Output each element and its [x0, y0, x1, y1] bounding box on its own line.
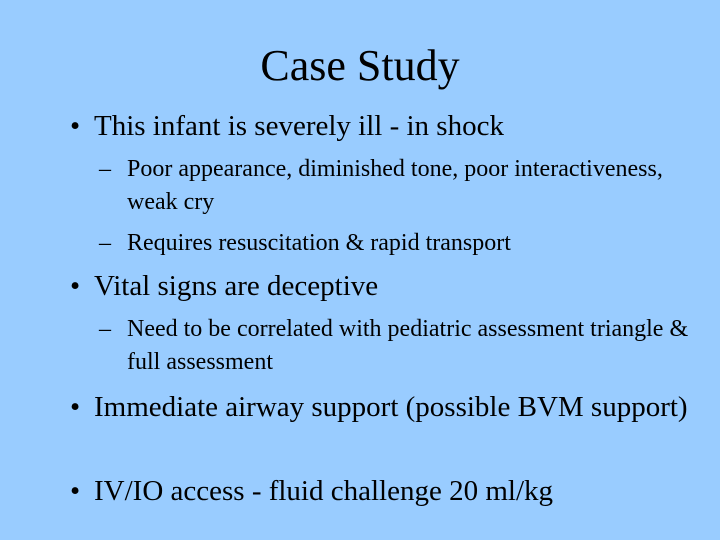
- bullet-marker: •: [70, 110, 81, 142]
- sub-bullet-marker: –: [99, 316, 111, 342]
- sub-bullet-marker: –: [99, 156, 111, 182]
- bullet-marker: •: [70, 270, 81, 302]
- sub-bullet-item: [99, 313, 697, 379]
- bullet-text: Immediate airway support (possible BVM support): [94, 391, 688, 423]
- bullet-text: IV/IO access - fluid challenge 20 ml/kg: [94, 475, 554, 507]
- bullet-text: This infant is severely ill - in shock: [94, 110, 504, 142]
- bullet-item: [70, 108, 694, 144]
- bullet-item: [70, 389, 694, 425]
- bullet-marker: •: [70, 475, 81, 507]
- sub-bullet-text: Requires resuscitation & rapid transport: [127, 230, 511, 256]
- sub-bullet-text: Poor appearance, diminished tone, poor interactiveness, weak cry: [127, 156, 663, 215]
- sub-bullet-item: [99, 227, 697, 260]
- slide-title: Case Study: [260, 41, 460, 90]
- bullet-text: Vital signs are deceptive: [94, 270, 379, 302]
- sub-bullet-item: [99, 153, 697, 219]
- sub-bullet-text: Need to be correlated with pediatric assessment triangle & full assessment: [127, 316, 689, 375]
- bullet-item: [70, 268, 694, 304]
- bullet-item: [70, 473, 694, 509]
- bullet-marker: •: [70, 391, 81, 423]
- sub-bullet-marker: –: [99, 230, 111, 256]
